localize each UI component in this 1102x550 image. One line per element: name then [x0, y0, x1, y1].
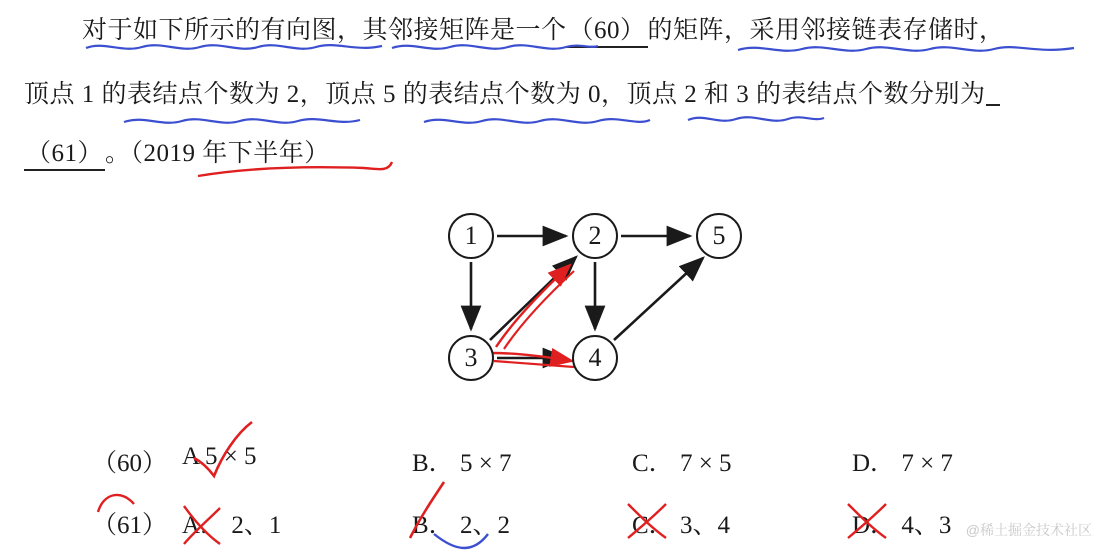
question-line-1-part-1: 对于如下所示的有向图，其邻接矩阵是一个 [82, 17, 567, 44]
graph-node-2: 2 [572, 213, 618, 259]
question-line-2 [24, 78, 1000, 110]
blank-60-inline: （60） [567, 16, 648, 48]
option-60-D[interactable] [852, 443, 953, 479]
option-61-B-tag: B． [412, 512, 454, 539]
blank-61-inline: （61） [24, 139, 105, 171]
option-60-A[interactable] [182, 443, 257, 471]
option-60-C-tag: C． [632, 450, 674, 477]
directed-graph-figure [400, 185, 800, 400]
option-60-B-text: 5 × 7 [459, 450, 512, 477]
option-60-C[interactable] [632, 443, 732, 479]
watermark: @稀土掘金技术社区 [965, 522, 1092, 538]
blue-squiggle-line2-c [686, 110, 826, 128]
graph-node-5: 5 [696, 213, 742, 259]
graph-node-3: 3 [448, 335, 494, 381]
question-line-1 [82, 16, 1005, 48]
option-61-C-text: 3、4 [679, 512, 730, 539]
question-line-2-text: 顶点 1 的表结点个数为 2，顶点 5 的表结点个数为 0，顶点 2 和 3 的表结点个数分别为 [24, 81, 986, 108]
graph-node-1: 1 [448, 213, 494, 259]
answer-label-61: （61） [92, 512, 168, 539]
option-60-B[interactable] [412, 443, 512, 479]
graph-node-4: 4 [572, 335, 618, 381]
blue-squiggle-line2-b [422, 112, 652, 130]
option-61-C[interactable] [632, 505, 730, 541]
question-line-3 [24, 139, 330, 171]
option-60-B-tag: B． [412, 450, 454, 477]
option-61-A-text: 2、1 [231, 512, 282, 539]
option-61-B-text: 2、2 [459, 512, 510, 539]
option-60-A-tag: A [182, 443, 199, 470]
option-60-D-text: 7 × 7 [901, 450, 953, 477]
option-61-D-tag: D． [852, 512, 896, 539]
option-61-A[interactable] [182, 505, 281, 541]
option-61-B[interactable] [412, 505, 510, 541]
option-61-A-tag: A． [182, 512, 226, 539]
question-line-3-text: 。（2019 年下半年） [105, 140, 330, 167]
option-61-D[interactable] [852, 505, 951, 541]
trailing-underline [986, 78, 1000, 106]
question-line-1-part-2: 的矩阵，采用邻接链表存储时， [647, 17, 1005, 44]
blue-squiggle-line2-a [122, 112, 362, 130]
option-60-D-tag: D． [852, 450, 896, 477]
answer-label-60: （60） [92, 450, 168, 477]
option-61-D-text: 4、3 [901, 512, 952, 539]
option-60-A-text: 5 × 5 [204, 443, 257, 470]
option-60-C-text: 7 × 5 [679, 450, 732, 477]
option-61-C-tag: C． [632, 512, 674, 539]
